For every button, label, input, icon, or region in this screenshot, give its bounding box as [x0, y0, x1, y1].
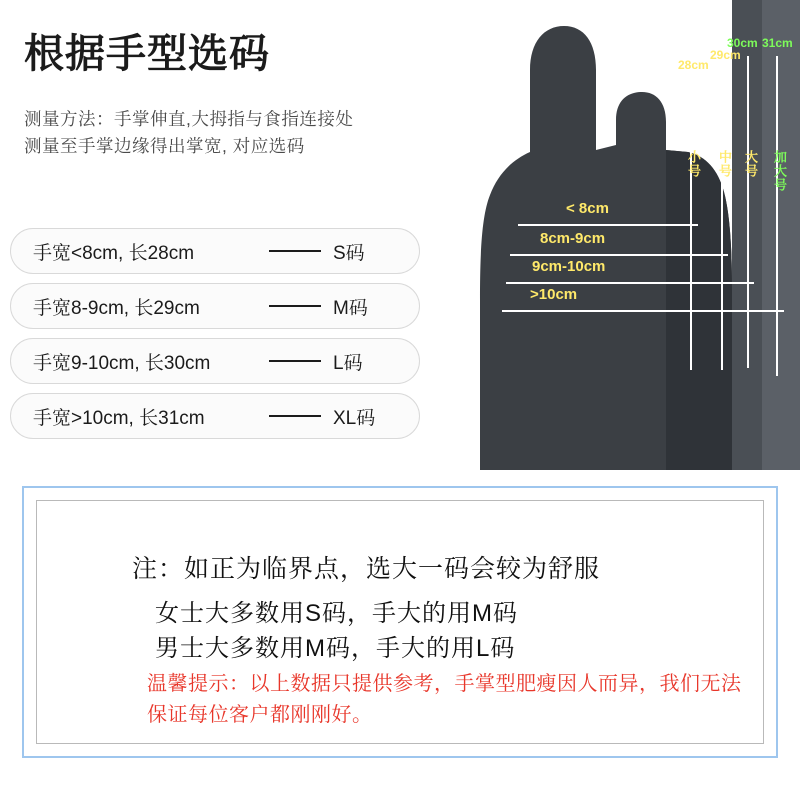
- divider-dash: [269, 250, 321, 252]
- size-list: [10, 228, 420, 448]
- vertical-code-m: 中号: [717, 150, 732, 178]
- vertical-code-l: 大号: [743, 150, 758, 178]
- hand-diagram: [420, 0, 800, 470]
- note-inner-border: [36, 500, 764, 744]
- vertical-code-s: 小号: [686, 150, 701, 178]
- size-measure: [33, 293, 200, 320]
- note-line-3: 男士大多数用M码，手大的用L码: [155, 635, 516, 662]
- size-row: [10, 393, 420, 439]
- width-label-xl: >10cm: [530, 286, 578, 303]
- size-measure-text: 手宽8-9cm,: [33, 297, 130, 319]
- size-guide-panel: [0, 0, 420, 470]
- size-code: M码: [333, 297, 368, 319]
- length-label-30cm: 30cm: [727, 36, 758, 50]
- size-length-text: 长28cm: [128, 242, 195, 264]
- length-line-xl: [776, 56, 778, 376]
- size-row: [10, 283, 420, 329]
- width-bar-l: [506, 282, 754, 284]
- size-row: [10, 338, 420, 384]
- vertical-code-xl: 加大号: [772, 150, 787, 192]
- width-bar-s: [518, 224, 698, 226]
- size-code: L码: [333, 352, 363, 374]
- length-label-28cm: 28cm: [678, 58, 709, 72]
- length-line-l: [747, 56, 749, 368]
- size-row: [10, 228, 420, 274]
- size-measure: [33, 238, 194, 265]
- measure-method-text: 测量方法：手掌伸直,大拇指与食指连接处测量至手掌边缘得出掌宽, 对应选码: [24, 109, 354, 157]
- width-bar-m: [510, 254, 728, 256]
- size-measure-text: 手宽9-10cm,: [33, 352, 140, 374]
- divider-dash: [269, 305, 321, 307]
- width-label-l: 9cm-10cm: [532, 258, 606, 275]
- length-label-31cm: 31cm: [762, 36, 793, 50]
- size-code: S码: [333, 242, 365, 264]
- note-line-1: 注：如正为临界点，选大一码会较为舒服: [132, 555, 601, 583]
- length-label-29cm: 29cm: [710, 48, 741, 62]
- note-line-2: 女士大多数用S码，手大的用M码: [155, 600, 518, 627]
- size-measure-text: 手宽<8cm,: [33, 242, 124, 264]
- size-length-text: 长31cm: [139, 407, 205, 429]
- size-length-text: 长30cm: [144, 352, 211, 374]
- page-title: 根据手型选码: [24, 32, 270, 76]
- divider-dash: [269, 415, 321, 417]
- divider-dash: [269, 360, 321, 362]
- size-code: XL码: [333, 407, 376, 429]
- note-warning: 温馨提示：以上数据只提供参考，手掌型肥瘦因人而异，我们无法保证每位客户都刚刚好。: [147, 673, 742, 726]
- length-line-m: [721, 68, 723, 370]
- size-measure: [33, 348, 210, 375]
- width-label-m: 8cm-9cm: [540, 230, 606, 247]
- note-box: [22, 486, 778, 758]
- width-label-s: < 8cm: [566, 200, 609, 217]
- size-length-text: 长29cm: [134, 297, 200, 319]
- width-bar-xl: [502, 310, 784, 312]
- size-measure-text: 手宽>10cm,: [33, 407, 134, 429]
- size-measure: [33, 403, 205, 430]
- cuff-band-2: [762, 0, 800, 470]
- hand-illustration: [420, 0, 800, 470]
